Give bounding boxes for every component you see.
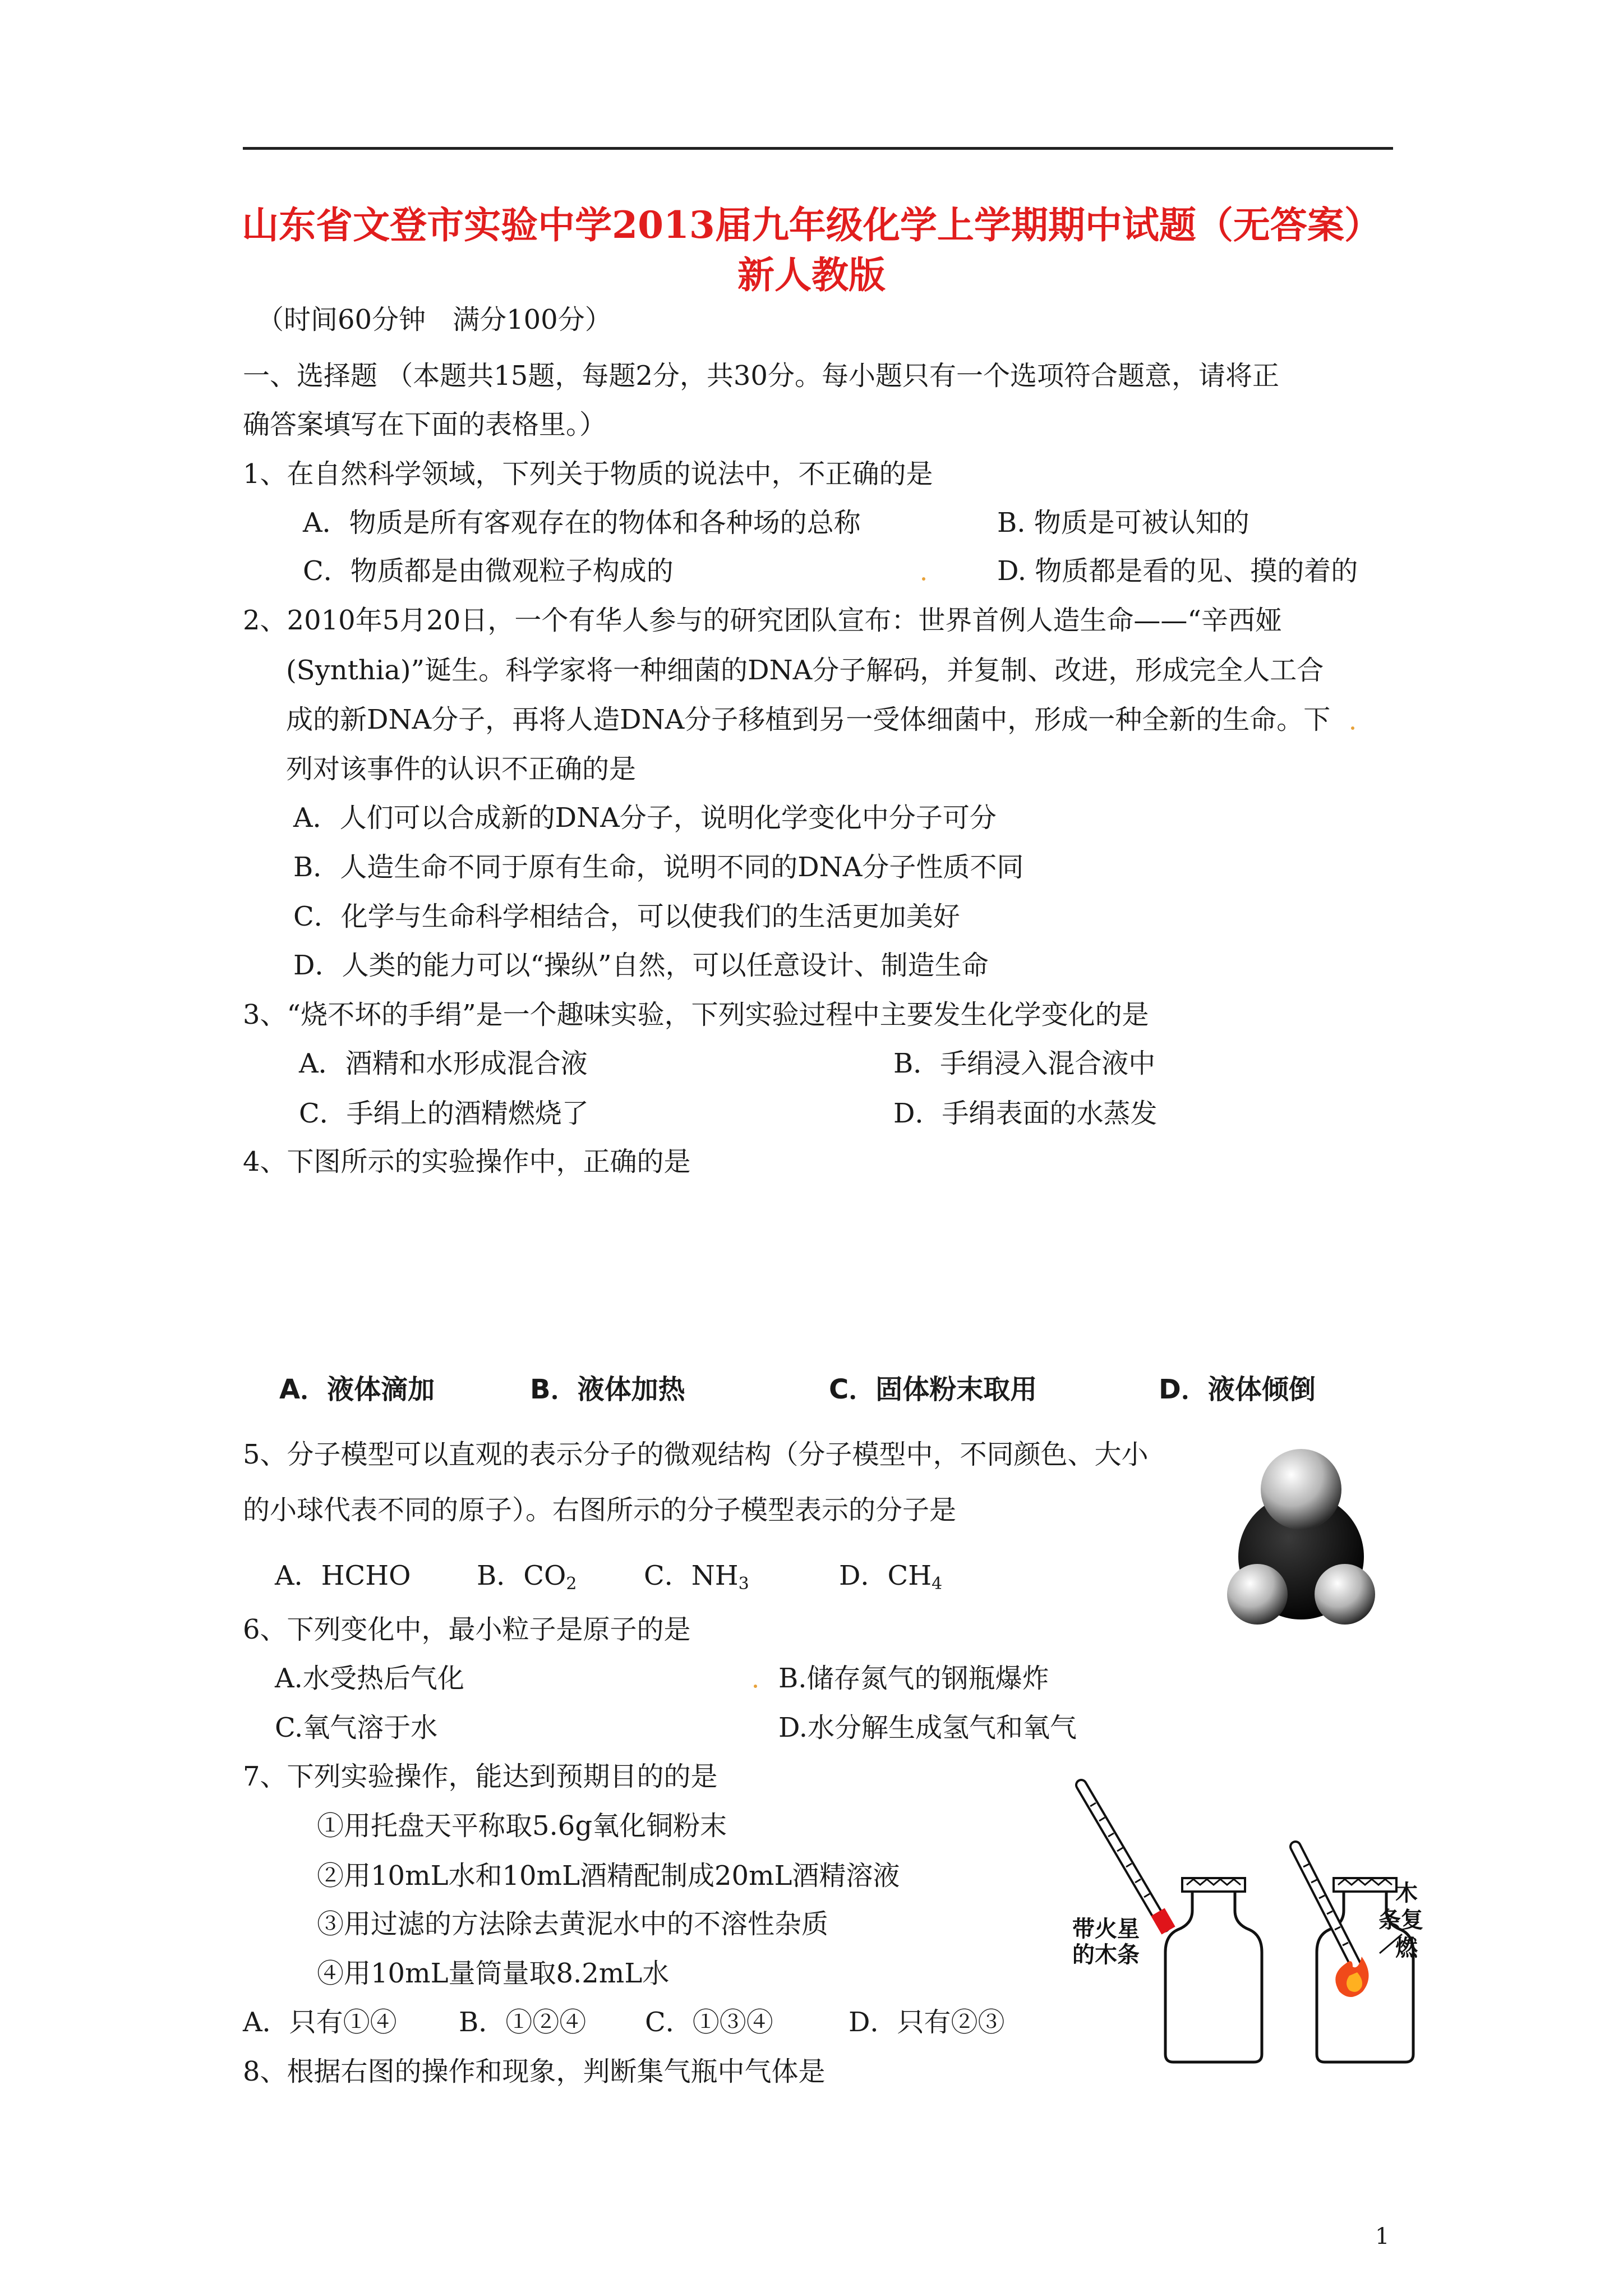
question-5-stem: 的小球代表不同的原子）。右图所示的分子模型表示的分子是 <box>243 1494 957 1526</box>
q5-option-d: D．$CH_4$ <box>839 1560 943 1594</box>
question-1-stem: 1、在自然科学领域，下列关于物质的说法中，不正确的是 <box>243 458 933 490</box>
right-label-line-1: 木 <box>1395 1880 1418 1906</box>
q4-caption-c: C．固体粉末取用 <box>829 1374 1038 1405</box>
q6-option-c: C.氧气溶于水 <box>275 1712 438 1743</box>
q2-option-d: D．人类的能力可以“操纵”自然，可以任意设计、制造生命 <box>293 950 989 981</box>
right-label-line-3: 燃 <box>1395 1935 1418 1961</box>
q7-option-b: B．①②④ <box>459 2007 587 2038</box>
question-2-stem: 列对该事件的认识不正确的是 <box>286 753 637 785</box>
question-2-stem: (Synthia)”诞生。科学家将一种细菌的DNA分子解码，并复制、改进，形成完全人工合 <box>286 655 1324 686</box>
q3-option-b: B．手绢浸入混合液中 <box>893 1048 1156 1079</box>
question-8-stem: 8、根据右图的操作和现象，判断集气瓶中气体是 <box>243 2056 826 2087</box>
q6-option-b: B.储存氮气的钢瓶爆炸 <box>778 1663 1049 1694</box>
left-label-line-2: 的木条 <box>1072 1942 1140 1968</box>
q7-statement: ①用托盘天平称取5.6g氧化铜粉末 <box>317 1810 727 1842</box>
q3-option-d: D．手绢表面的水蒸发 <box>893 1098 1158 1129</box>
stray-mark <box>922 577 925 581</box>
reignited-splint <box>1295 1847 1358 1970</box>
left-gas-bottle <box>1165 1878 1262 2062</box>
question-2-stem: 成的新DNA分子，再将人造DNA分子移植到另一受体细菌中，形成一种全新的生命。下 <box>286 704 1331 735</box>
question-7-stem: 7、下列实验操作，能达到预期目的的是 <box>243 1761 718 1792</box>
q6-option-d: D.水分解生成氢气和氧气 <box>778 1712 1077 1743</box>
q7-statement: ②用10mL水和10mL酒精配制成20mL酒精溶液 <box>317 1860 900 1892</box>
q2-option-b: B．人造生命不同于原有生命，说明不同的DNA分子性质不同 <box>293 852 1024 883</box>
glowing-splint <box>1081 1785 1175 1934</box>
section-intro-line: 一、选择题 （本题共15题，每题2分，共30分。每小题只有一个选项符合题意，请将正 <box>243 360 1279 392</box>
q7-statement: ③用过滤的方法除去黄泥水中的不溶性杂质 <box>317 1908 829 1940</box>
header-rule <box>243 147 1393 150</box>
gas-bottle-experiment-figure <box>1066 1778 1447 2070</box>
time-score-note: （时间60分钟 满分100分） <box>257 304 612 335</box>
q7-option-d: D．只有②③ <box>849 2007 1005 2038</box>
q4-caption-b: B．液体加热 <box>530 1374 685 1405</box>
q7-statement: ④用10mL量筒量取8.2mL水 <box>317 1958 670 1989</box>
question-3-stem: 3、“烧不坏的手绢”是一个趣味实验，下列实验过程中主要发生化学变化的是 <box>243 999 1149 1030</box>
question-5-stem: 5、分子模型可以直观的表示分子的微观结构（分子模型中，不同颜色、大小 <box>243 1439 1149 1470</box>
question-4-stem: 4、下图所示的实验操作中，正确的是 <box>243 1146 691 1177</box>
question-2-stem: 2、2010年5月20日，一个有华人参与的研究团队宣布：世界首例人造生命——“辛西娅 <box>243 605 1282 636</box>
right-label-line-2: 条复 <box>1378 1907 1423 1933</box>
q6-option-a: A.水受热后气化 <box>275 1663 464 1694</box>
q2-option-c: C．化学与生命科学相结合，可以使我们的生活更加美好 <box>293 901 960 932</box>
question-6-stem: 6、下列变化中，最小粒子是原子的是 <box>243 1614 691 1645</box>
small-atom <box>1315 1564 1375 1625</box>
q1-option-a: A．物质是所有客观存在的物体和各种场的总称 <box>303 507 861 539</box>
q3-option-a: A．酒精和水形成混合液 <box>299 1048 588 1079</box>
molecule-model-figure <box>1223 1436 1380 1644</box>
small-atom <box>1227 1564 1288 1625</box>
page-number: 1 <box>1375 2224 1390 2249</box>
small-atom <box>1261 1449 1341 1530</box>
section-intro-line: 确答案填写在下面的表格里。） <box>243 409 607 440</box>
flame <box>1335 1957 1368 1997</box>
q1-option-b: B. 物质是可被认知的 <box>997 507 1249 539</box>
q7-option-c: C．①③④ <box>645 2007 773 2038</box>
stray-mark <box>754 1685 757 1688</box>
q3-option-c: C．手绢上的酒精燃烧了 <box>299 1098 589 1129</box>
q5-option-c: C．$NH_3$ <box>644 1560 749 1594</box>
q7-option-a: A．只有①④ <box>243 2007 397 2038</box>
left-label-line-1: 带火星 <box>1072 1916 1140 1942</box>
stray-mark <box>1351 726 1354 730</box>
q5-option-a: A．HCHO <box>275 1560 411 1591</box>
document-subtitle: 新人教版 <box>737 253 886 297</box>
q5-option-b: B．$CO_2$ <box>477 1560 577 1594</box>
q2-option-a: A．人们可以合成新的DNA分子，说明化学变化中分子可分 <box>293 802 997 834</box>
q4-caption-d: D．液体倾倒 <box>1159 1374 1316 1405</box>
q4-caption-a: A．液体滴加 <box>279 1374 435 1405</box>
document-title: 山东省文登市实验中学2013届九年级化学上学期期中试题（无答案） <box>242 203 1381 247</box>
q1-option-c: C．物质都是由微观粒子构成的 <box>303 555 674 587</box>
q1-option-d: D. 物质都是看的见、摸的着的 <box>997 555 1358 587</box>
